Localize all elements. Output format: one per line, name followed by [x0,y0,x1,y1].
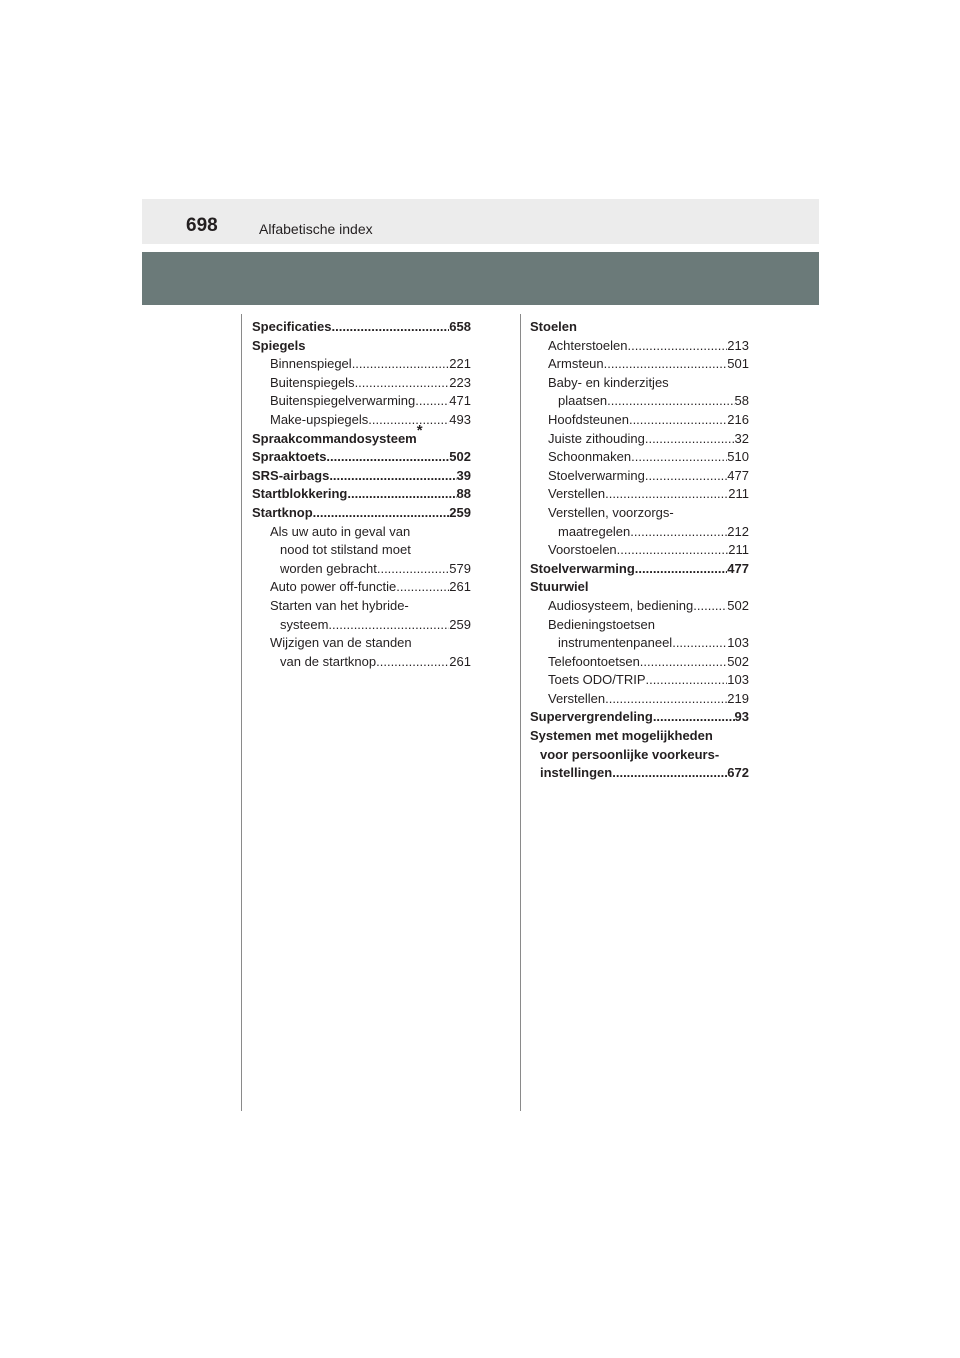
index-entry-systemen-end: instellingen ..... 672 [530,764,749,783]
index-column-left [252,318,471,671]
index-entry-srs-airbags: SRS-airbags ..... 39 [252,467,471,486]
index-subentry-verstellen-voorzorgs-end: maatregelen ..... 212 [530,523,749,542]
index-subentry-toets-odo-trip: Toets ODO/TRIP ..... 103 [530,671,749,690]
index-entry-supervergrendeling: Supervergrendeling ..... 93 [530,708,749,727]
index-entry-spraakcommandosysteem: Spraakcommandosysteem* [252,422,423,446]
index-subentry-wijzigen: Wijzigen van de standen [270,635,412,651]
index-subentry-bedieningstoetsen-end: instrumentenpaneel ..... 103 [530,634,749,653]
index-entry-systemen-cont: voor persoonlijke voorkeurs- [540,746,720,762]
right-column-rule [520,314,521,1111]
index-subentry-armsteun: Armsteun ..... 501 [530,355,749,374]
index-subentry-voorstoelen: Voorstoelen ..... 211 [530,541,749,560]
index-subentry-juiste-zithouding: Juiste zithouding ..... 32 [530,430,749,449]
index-entry-spraaktoets: Spraaktoets ..... 502 [252,448,471,467]
header-bar [142,252,819,305]
index-subentry-baby-kinderzitjes: Baby- en kinderzitjes [548,374,669,390]
page-number: 698 [186,215,218,236]
index-column-right [530,318,749,783]
index-subentry-schoonmaken: Schoonmaken ..... 510 [530,448,749,467]
header-band [142,199,819,244]
index-entry-stuurwiel: Stuurwiel [530,579,589,595]
footnote-asterisk: * [416,422,423,440]
index-subentry-buitenspiegelverwarming: Buitenspiegelverwarming ..... 471 [252,392,471,411]
index-subentry-verstellen-stoel: Verstellen ..... 211 [530,485,749,504]
index-subentry-make-upspiegels: Make-upspiegels ..... 493 [252,411,471,430]
index-subentry-als-uw-auto-cont: nood tot stilstand moet [280,542,411,558]
index-subentry-starten-end: systeem ..... 259 [252,616,471,635]
index-subentry-starten: Starten van het hybride- [270,597,409,613]
index-subentry-bedieningstoetsen: Bedieningstoetsen [548,616,655,632]
index-subentry-binnenspiegel: Binnenspiegel ..... 221 [252,355,471,374]
index-subentry-telefoontoetsen: Telefoontoetsen ..... 502 [530,653,749,672]
index-entry-startblokkering: Startblokkering ..... 88 [252,485,471,504]
index-entry-systemen: Systemen met mogelijkheden [530,728,713,744]
section-title: Alfabetische index [259,221,373,237]
index-subentry-baby-kinderzitjes-end: plaatsen ..... 58 [530,392,749,411]
index-entry-stoelen: Stoelen [530,319,577,334]
index-subentry-achterstoelen: Achterstoelen ..... 213 [530,337,749,356]
index-subentry-als-uw-auto-end: worden gebracht ..... 579 [252,560,471,579]
index-subentry-audiosysteem: Audiosysteem, bediening ..... 502 [530,597,749,616]
index-subentry-hoofdsteunen: Hoofdsteunen ..... 216 [530,411,749,430]
index-subentry-auto-power-off: Auto power off-functie ..... 261 [252,578,471,597]
index-subentry-buitenspiegels: Buitenspiegels ..... 223 [252,374,471,393]
index-subentry-verstellen-stuur: Verstellen ..... 219 [530,690,749,709]
index-entry-specificaties: Specificaties ..... 658 [252,318,471,337]
index-subentry-stoelverwarming: Stoelverwarming ..... 477 [530,467,749,486]
index-entry-stoelverwarming: Stoelverwarming ..... 477 [530,560,749,579]
index-subentry-als-uw-auto: Als uw auto in geval van [270,523,411,539]
index-subentry-wijzigen-end: van de startknop ..... 261 [252,653,471,672]
index-entry-startknop: Startknop ..... 259 [252,504,471,523]
index-subentry-verstellen-voorzorgs: Verstellen, voorzorgs- [548,504,674,520]
index-entry-spiegels: Spiegels [252,337,306,353]
left-column-rule [241,314,242,1111]
